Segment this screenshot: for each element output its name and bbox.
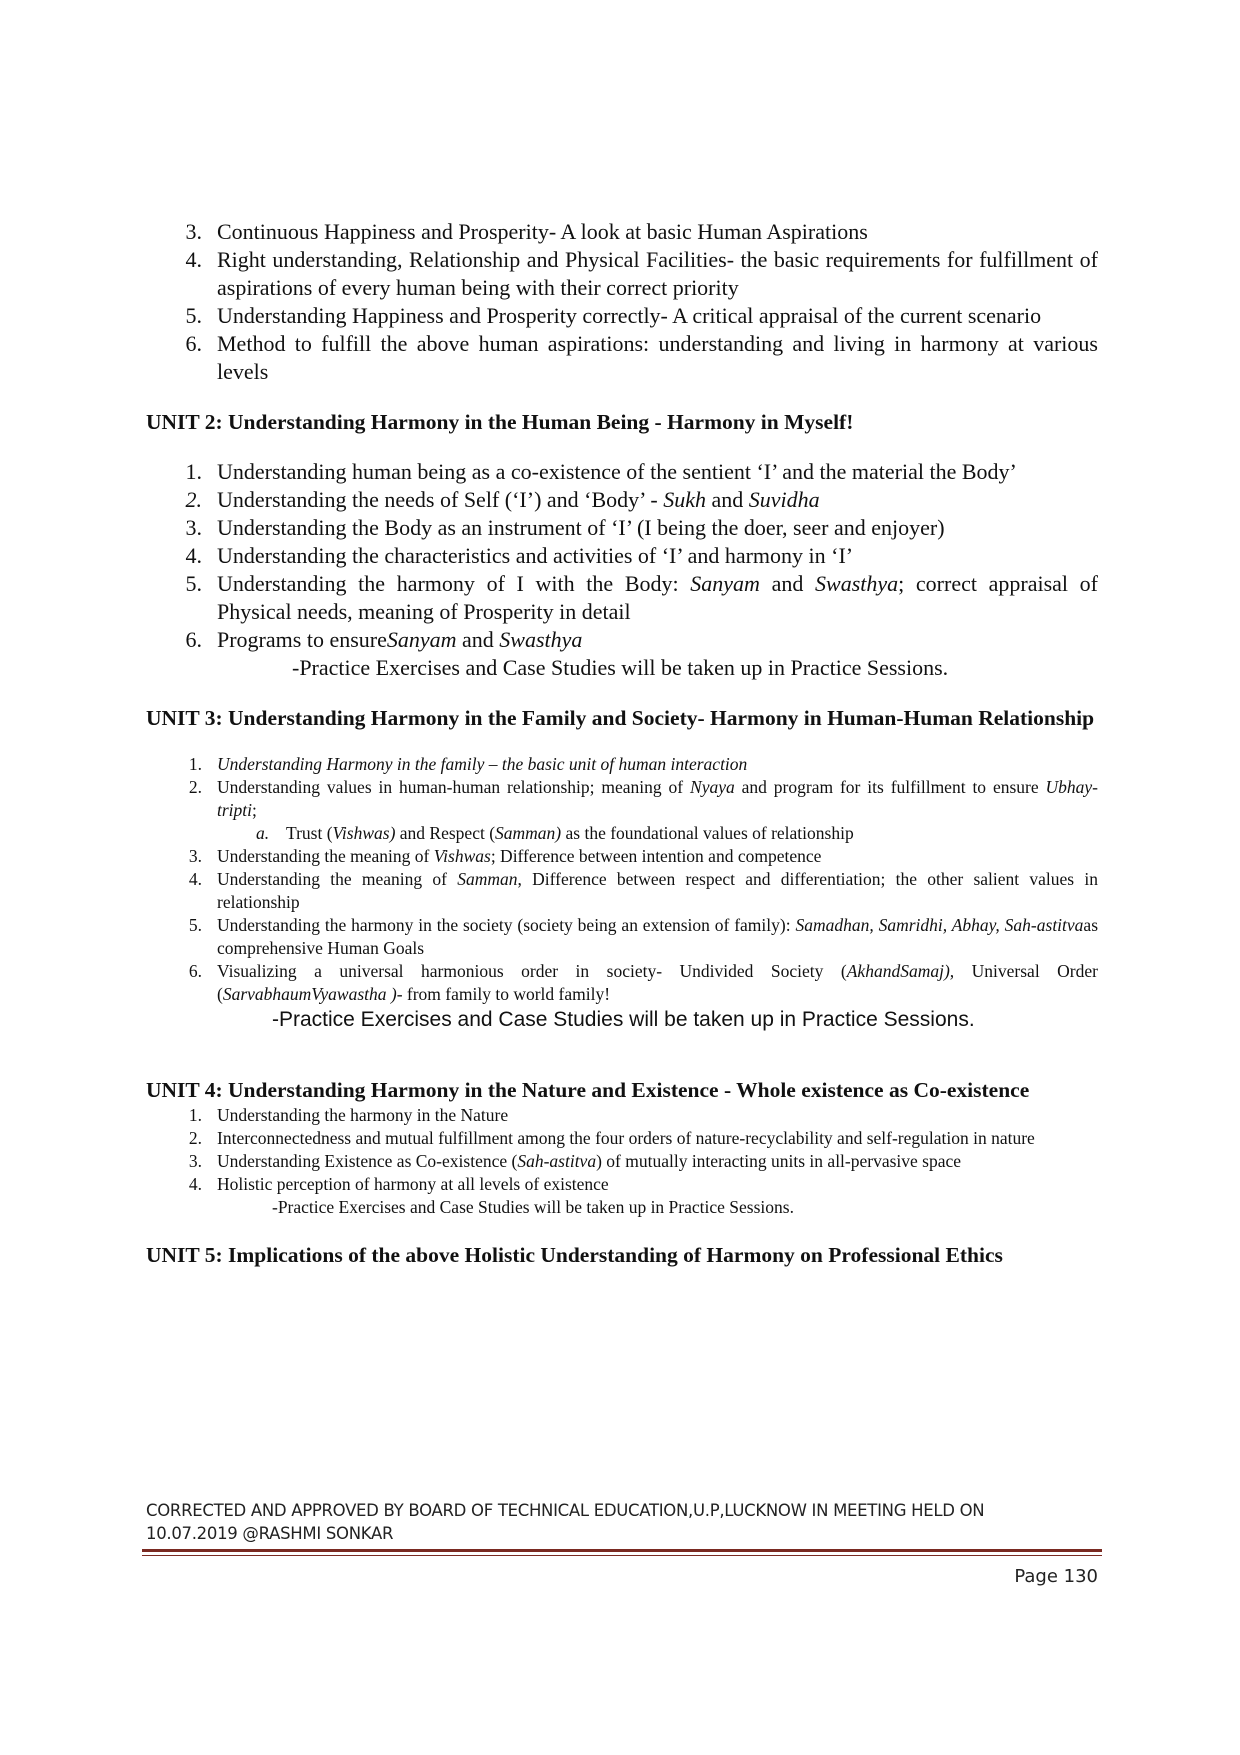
list-item: 6. Programs to ensureSanyam and Swasthya xyxy=(185,627,583,652)
list-item: 3. Continuous Happiness and Prosperity- A look at basic Human Aspirations xyxy=(185,219,868,244)
page-content xyxy=(146,218,1098,1269)
unit4-heading: UNIT 4: Understanding Harmony in the Nature and Existence - Whole existence as Co-existence xyxy=(146,1078,1030,1102)
unit3-heading: UNIT 3: Understanding Harmony in the Family and Society- Harmony in Human-Human Relationship xyxy=(146,706,1095,730)
aspirations-list xyxy=(146,218,1098,386)
list-item: 4. Understanding the characteristics and activities of ‘I’ and harmony in ‘I’ xyxy=(185,543,854,568)
page-number: Page 130 xyxy=(1014,1566,1098,1587)
list-item: 3. Understanding the meaning of Vishwas; Difference between intention and competence xyxy=(188,846,822,866)
list-item: 2. Interconnectedness and mutual fulfillment among the four orders of nature-recyclability and self-regulation in nature xyxy=(188,1128,1035,1148)
unit2-practice-note: -Practice Exercises and Case Studies will be taken up in Practice Sessions. xyxy=(292,655,949,680)
list-item: 4. Holistic perception of harmony at all levels of existence xyxy=(188,1174,609,1194)
list-item: 2. Understanding values in human-human relationship; meaning of Nyaya and program for its fulfillment to ensure Ubhay-tripti; xyxy=(188,777,1099,820)
list-item: 2. Understanding the needs of Self (‘I’) and ‘Body’ - Sukh and Suvidha xyxy=(185,487,820,512)
unit5-heading: UNIT 5: Implications of the above Holistic Understanding of Harmony on Professional Ethics xyxy=(146,1243,1003,1267)
unit3-list xyxy=(146,753,1098,1006)
list-item: 3. Understanding the Body as an instrument of ‘I’ (I being the doer, seer and enjoyer) xyxy=(185,515,945,540)
list-item: 1. Understanding the harmony in the Nature xyxy=(188,1105,509,1125)
unit4-practice-note: -Practice Exercises and Case Studies will be taken up in Practice Sessions. xyxy=(272,1197,794,1217)
list-item: 1. Understanding Harmony in the family – the basic unit of human interaction xyxy=(188,754,748,774)
list-item: 4. Right understanding, Relationship and Physical Facilities- the basic requirements for fulfillment of aspirations of every human being with their correct priority xyxy=(185,247,1098,300)
footer-divider-thin xyxy=(142,1555,1102,1556)
list-item: 6. Visualizing a universal harmonious order in society- Undivided Society (AkhandSamaj), Universal Order (SarvabhaumVyawastha )- from family to world family! xyxy=(188,961,1098,1004)
list-item: 3. Understanding Existence as Co-existence (Sah-astitva) of mutually interacting units in all-pervasive space xyxy=(188,1151,962,1171)
unit2-heading: UNIT 2: Understanding Harmony in the Human Being - Harmony in Myself! xyxy=(146,410,854,434)
sub-list-item: a. Trust (Vishwas) and Respect (Samman) as the foundational values of relationship xyxy=(256,823,854,843)
list-item: 5. Understanding the harmony of I with the Body: Sanyam and Swasthya; correct appraisal of Physical needs, meaning of Prosperity in detail xyxy=(185,571,1099,624)
unit4-list xyxy=(146,1104,1098,1196)
approval-note-line1: CORRECTED AND APPROVED BY BOARD OF TECHNICAL EDUCATION,U.P,LUCKNOW IN MEETING HELD ON xyxy=(146,1501,985,1520)
list-item: 5. Understanding the harmony in the society (society being an extension of family): Samadhan, Samridhi, Abhay, Sah-astitvaas comprehensive Human Goals xyxy=(188,915,1098,958)
unit3-practice-note: -Practice Exercises and Case Studies will be taken up in Practice Sessions. xyxy=(272,1008,975,1031)
list-item: 6. Method to fulfill the above human aspirations: understanding and living in harmony at various levels xyxy=(185,331,1098,384)
footer-divider xyxy=(142,1549,1102,1552)
list-item: 4. Understanding the meaning of Samman, Difference between respect and differentiation; the other salient values in relationship xyxy=(188,869,1098,912)
list-item: 1. Understanding human being as a co-existence of the sentient ‘I’ and the material the Body’ xyxy=(185,459,1017,484)
list-item: 5. Understanding Happiness and Prosperity correctly- A critical appraisal of the current scenario xyxy=(185,303,1042,328)
approval-note-line2: 10.07.2019 @RASHMI SONKAR xyxy=(146,1524,394,1543)
unit2-list xyxy=(146,458,1098,654)
approval-note xyxy=(146,1499,1098,1545)
